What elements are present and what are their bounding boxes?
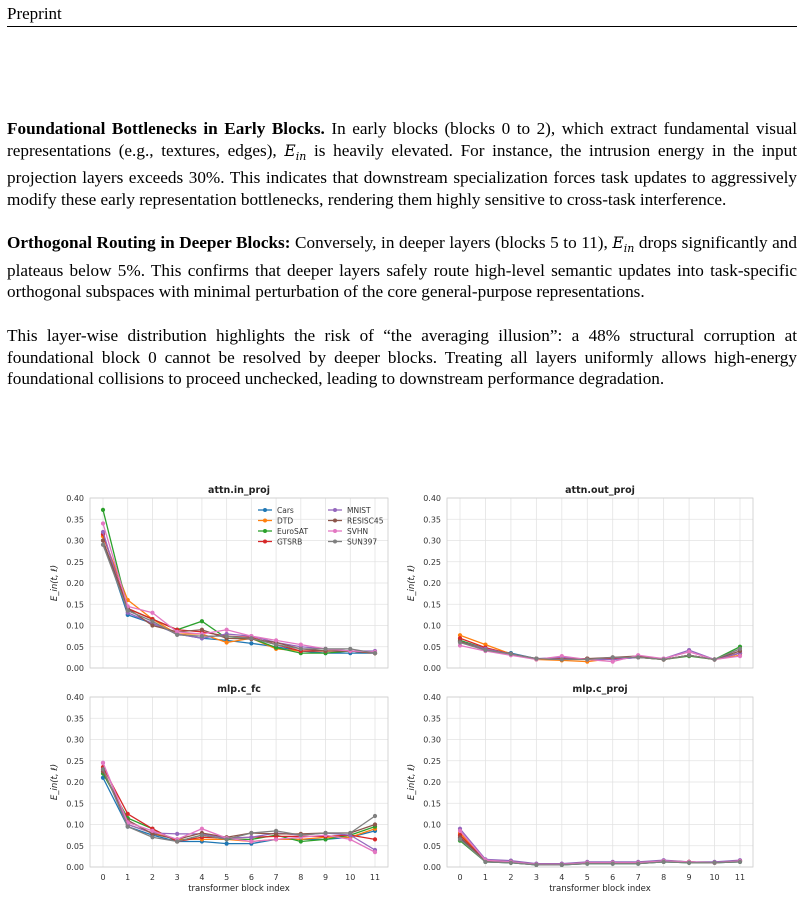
legend-marker [263,540,267,544]
panel-title: attn.out_proj [565,485,635,496]
data-point-sun397 [509,652,513,656]
data-point-sun397 [611,862,615,866]
legend-marker [333,540,337,544]
data-point-resisc45 [101,538,105,542]
data-point-sun397 [348,831,352,835]
data-point-sun397 [662,657,666,661]
data-point-sun397 [348,647,352,651]
paragraph-early-blocks [7,118,797,210]
x-tick-label: 10 [709,873,720,882]
legend-label-dtd: DTD [277,516,294,526]
paragraph-text: Conversely, in deeper layers (blocks 5 to 11), [290,233,613,252]
x-tick-label: 3 [174,873,180,882]
data-point-sun397 [534,657,538,661]
data-point-cars [249,641,253,645]
data-point-sun397 [323,831,327,835]
data-point-svhn [373,850,377,854]
y-tick-label: 0.25 [66,557,84,567]
x-tick-label: 9 [322,873,329,882]
data-point-sun397 [299,833,303,837]
x-tick-label: 3 [533,873,539,882]
data-point-svhn [101,521,105,525]
y-tick-label: 0.10 [66,621,84,631]
paragraph-text: In early blocks (blocks 0 to 2), which extract fundamental visual representations (e.g., textures, edges), [7,119,797,160]
data-point-sun397 [636,655,640,659]
data-point-sun397 [483,860,487,864]
data-point-sun397 [225,634,229,638]
y-axis-label: E_in(t, ℓ) [50,564,60,602]
x-tick-label: 6 [610,873,616,882]
data-point-svhn [101,761,105,765]
data-point-sun397 [483,648,487,652]
x-tick-label: 10 [345,873,356,882]
data-point-sun397 [200,833,204,837]
legend-marker [263,508,267,512]
y-tick-label: 0.20 [423,778,441,787]
y-tick-label: 0.40 [423,494,441,503]
chart-panel-attn-out-proj [407,485,753,673]
data-point-sun397 [299,647,303,651]
y-tick-label: 0.25 [66,756,84,766]
chart-panel-mlp-c-proj [407,684,753,894]
y-tick-label: 0.25 [423,756,441,766]
x-tick-label: 5 [224,873,230,882]
data-point-eurosat [101,508,105,512]
legend-marker [263,519,267,523]
x-tick-label: 6 [248,873,254,882]
x-tick-label: 11 [369,873,381,882]
data-point-cars [225,842,229,846]
data-point-gtsrb [373,837,377,841]
data-point-sun397 [274,829,278,833]
chart-panel-mlp-c-fc [50,684,388,894]
panel-title: mlp.c_proj [572,684,628,695]
data-point-svhn [225,628,229,632]
data-point-sun397 [712,657,716,661]
legend-label-resisc45: RESISC45 [347,516,384,526]
data-point-sun397 [200,634,204,638]
legend-marker [333,508,337,512]
series-line-eurosat [103,774,375,842]
data-point-sun397 [560,657,564,661]
data-point-sun397 [585,657,589,661]
y-tick-label: 0.30 [423,735,441,745]
paragraph-text: drops significantly and plateaus below 5%. This confirms that deeper layers safely route high-level semantic updates into task-specific orthogonal subspaces with minimal perturbation of the core general-purpose representations. [7,233,797,302]
y-tick-label: 0.00 [66,664,84,673]
data-point-resisc45 [150,623,154,627]
y-tick-label: 0.00 [66,863,84,872]
y-tick-label: 0.05 [66,841,84,851]
data-point-sun397 [738,860,742,864]
paragraph-text: is heavily elevated. For instance, the intrusion energy in the input projection layers exceeds 30%. This indicates that downstream specialization forces task updates to aggressively modify these early representation bottlenecks, rendering them highly sensitive to cross-task interference. [7,140,797,209]
y-tick-label: 0.30 [66,536,84,546]
math-sub: in [295,149,307,163]
data-point-svhn [200,827,204,831]
data-point-sun397 [611,655,615,659]
series-line-resisc45 [103,771,375,839]
data-point-sun397 [126,609,130,613]
y-tick-label: 0.20 [423,579,441,588]
data-point-mnist [175,832,179,836]
header-rule [7,26,797,27]
paragraph-heading: Foundational Bottlenecks in Early Blocks. [7,119,325,138]
data-point-svhn [150,829,154,833]
y-tick-label: 0.00 [423,664,441,673]
y-tick-label: 0.35 [423,515,441,525]
y-tick-label: 0.30 [423,536,441,546]
y-axis-label: E_in(t, ℓ) [407,564,417,602]
data-point-sun397 [101,543,105,547]
legend-label-sun397: SUN397 [347,537,378,547]
y-tick-label: 0.15 [423,600,441,610]
y-tick-label: 0.35 [423,714,441,724]
data-point-gtsrb [126,812,130,816]
data-point-sun397 [373,814,377,818]
data-point-sun397 [126,825,130,829]
y-tick-label: 0.20 [66,579,84,588]
data-point-sun397 [249,636,253,640]
data-point-svhn [611,660,615,664]
x-tick-label: 5 [584,873,590,882]
x-tick-label: 11 [734,873,746,882]
data-point-svhn [348,837,352,841]
data-point-svhn [274,638,278,642]
data-point-sun397 [458,837,462,841]
x-tick-label: 2 [149,873,156,882]
y-tick-label: 0.30 [66,735,84,745]
paragraph-averaging-illusion: This layer-wise distribution highlights the risk of “the averaging illusion”: a 48% structural corruption at foundational block 0 cannot be resolved by deeper blocks. Treating all layers uniformly allows high-energy foundational collisions to proceed unchecked, leading to downstream performance degradation. [7,326,797,388]
y-tick-label: 0.05 [66,642,84,652]
math-base: E [284,141,296,160]
data-point-sun397 [458,640,462,644]
y-tick-label: 0.00 [423,863,441,872]
x-tick-label: 4 [559,873,565,882]
legend-marker [333,529,337,533]
y-tick-label: 0.15 [66,799,84,809]
y-tick-label: 0.35 [66,515,84,525]
data-point-resisc45 [200,628,204,632]
legend-marker [263,529,267,533]
x-tick-label: 9 [686,873,692,882]
math-sub: in [623,242,635,256]
data-point-svhn [299,643,303,647]
legend-label-cars: Cars [277,506,294,515]
math-e-in [284,141,307,163]
data-point-sun397 [175,839,179,843]
x-tick-label: 8 [661,873,667,882]
x-tick-label: 7 [635,873,641,882]
data-point-mnist [249,835,253,839]
x-tick-label: 0 [100,873,106,882]
legend-label-svhn: SVHN [347,527,369,536]
data-point-sun397 [712,861,716,865]
data-point-sun397 [249,831,253,835]
data-point-sun397 [101,767,105,771]
figure-intrusion-energy [0,478,804,898]
y-tick-label: 0.15 [66,600,84,610]
y-tick-label: 0.40 [66,494,84,503]
y-tick-label: 0.10 [66,820,84,830]
data-point-sun397 [560,863,564,867]
data-point-sun397 [509,861,513,865]
y-axis-label: E_in(t, ℓ) [50,763,60,801]
data-point-sun397 [150,619,154,623]
data-point-eurosat [299,839,303,843]
x-axis-label: transformer block index [188,884,290,894]
data-point-svhn [738,654,742,658]
data-point-sun397 [534,863,538,867]
legend-label-eurosat: EuroSAT [277,527,309,536]
y-tick-label: 0.15 [423,799,441,809]
data-point-dtd [225,640,229,644]
y-axis-label: E_in(t, ℓ) [407,763,417,801]
panel-title: mlp.c_fc [217,684,261,695]
data-point-svhn [249,839,253,843]
series-line-sun397 [103,545,375,653]
legend-label-mnist: MNIST [347,506,371,515]
legend-label-gtsrb: GTSRB [277,537,303,547]
data-point-sun397 [738,647,742,651]
y-tick-label: 0.35 [66,714,84,724]
math-e-in [612,234,635,256]
x-tick-label: 2 [508,873,514,882]
x-tick-label: 1 [125,873,131,882]
data-point-sun397 [225,837,229,841]
data-point-sun397 [150,835,154,839]
data-point-svhn [150,611,154,615]
y-tick-label: 0.10 [423,621,441,631]
data-point-eurosat [200,619,204,623]
x-tick-label: 0 [457,873,463,882]
running-header: Preprint [7,4,62,23]
legend-marker [333,519,337,523]
y-tick-label: 0.05 [423,642,441,652]
data-point-sun397 [687,653,691,657]
data-point-sun397 [636,862,640,866]
y-tick-label: 0.10 [423,820,441,830]
chart-panel-attn-in-proj [50,485,388,673]
y-tick-label: 0.05 [423,841,441,851]
data-point-svhn [458,829,462,833]
data-point-sun397 [373,651,377,655]
series-line-svhn [460,831,740,865]
data-point-sun397 [323,647,327,651]
x-tick-label: 7 [273,873,279,882]
x-tick-label: 8 [298,873,304,882]
data-point-sun397 [687,861,691,865]
paragraph-deeper-blocks [7,232,797,303]
panel-title: attn.in_proj [208,485,270,496]
y-tick-label: 0.20 [66,778,84,787]
y-tick-label: 0.40 [66,693,84,702]
data-point-resisc45 [373,822,377,826]
series-line-mnist [460,829,740,864]
x-tick-label: 4 [199,873,205,882]
data-point-sun397 [175,633,179,637]
x-tick-label: 1 [482,873,489,882]
y-tick-label: 0.40 [423,693,441,702]
paragraph-heading: Orthogonal Routing in Deeper Blocks: [7,233,291,252]
data-point-sun397 [585,862,589,866]
math-base: E [612,234,624,252]
data-point-sun397 [662,860,666,864]
x-axis-label: transformer block index [549,884,651,894]
data-point-sun397 [274,643,278,647]
y-tick-label: 0.25 [423,557,441,567]
data-point-svhn [274,837,278,841]
